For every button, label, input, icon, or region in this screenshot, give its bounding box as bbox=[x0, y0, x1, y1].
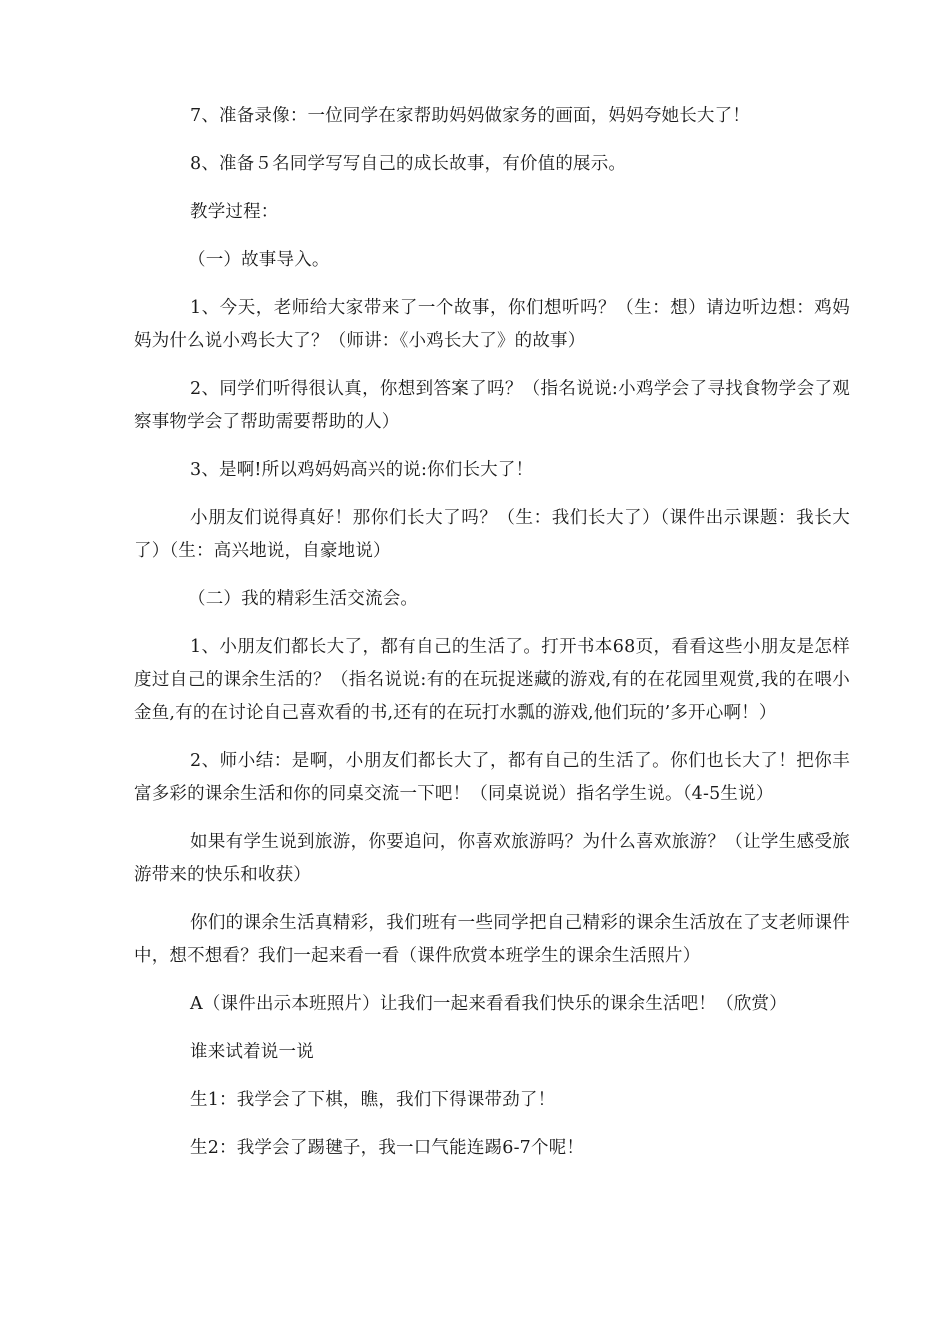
paragraph-student-1: 生1：我学会了下棋，瞧，我们下得课带劲了！ bbox=[190, 1090, 556, 1110]
paragraph-prep-7: 7、准备录像：一位同学在家帮助妈妈做家务的画面，妈妈夸她长大了！ bbox=[190, 106, 751, 126]
paragraph-prep-8: 8、准备５名同学写写自己的成长故事，有价值的展示。 bbox=[190, 154, 627, 174]
paragraph-story-3: 3、是啊!所以鸡妈妈高兴的说:你们长大了！ bbox=[190, 460, 534, 480]
paragraph-courseware: 你们的课余生活真精彩，我们班有一些同学把自己精彩的课余生活放在了支老师课件中，想不想看？我们一起来看一看（课件欣赏本班学生的课余生活照片） bbox=[134, 913, 850, 966]
paragraph-photos: A（课件出示本班照片）让我们一起来看看我们快乐的课余生活吧！（欣赏） bbox=[190, 994, 787, 1014]
paragraph-who-speaks: 谁来试着说一说 bbox=[190, 1042, 314, 1062]
paragraph-story-1: 1、今天，老师给大家带来了一个故事，你们想听吗？（生：想）请边听边想：鸡妈妈为什么说小鸡长大了？（师讲：《小鸡长大了》的故事） bbox=[134, 298, 850, 351]
paragraph-student-2: 生2：我学会了踢毽子，我一口气能连踢6-7个呢！ bbox=[190, 1138, 585, 1158]
paragraph-life-1: 1、小朋友们都长大了，都有自己的生活了。打开书本68页，看看这些小朋友是怎样度过自己的课余生活的？（指名说说:有的在玩捉迷藏的游戏,有的在花园里观赏,我的在喂小金鱼,有的在讨论自己喜欢看的书,还有的在玩打水瓢的游戏,他们玩的’多开心啊！） bbox=[134, 637, 850, 723]
paragraph-travel: 如果有学生说到旅游，你要追问，你喜欢旅游吗？为什么喜欢旅游？（让学生感受旅游带来的快乐和收获） bbox=[134, 832, 850, 885]
paragraph-story-2: 2、同学们听得很认真，你想到答案了吗？（指名说说:小鸡学会了寻找食物学会了观察事物学会了帮助需要帮助的人） bbox=[134, 379, 850, 432]
paragraph-life-2: 2、师小结：是啊，小朋友们都长大了，都有自己的生活了。你们也长大了！把你丰富多彩的课余生活和你的同桌交流一下吧！（同桌说说）指名学生说。（4-5生说） bbox=[134, 751, 850, 804]
document-body bbox=[134, 100, 850, 1180]
section-heading-life-exchange: （二）我的精彩生活交流会。 bbox=[188, 589, 419, 609]
paragraph-teaching-process-heading: 教学过程： bbox=[190, 202, 279, 222]
section-heading-story-intro: （一）故事导入。 bbox=[188, 250, 330, 270]
paragraph-story-summary: 小朋友们说得真好！那你们长大了吗？（生：我们长大了）（课件出示课题：我长大了）（生：高兴地说，自豪地说） bbox=[134, 508, 850, 561]
